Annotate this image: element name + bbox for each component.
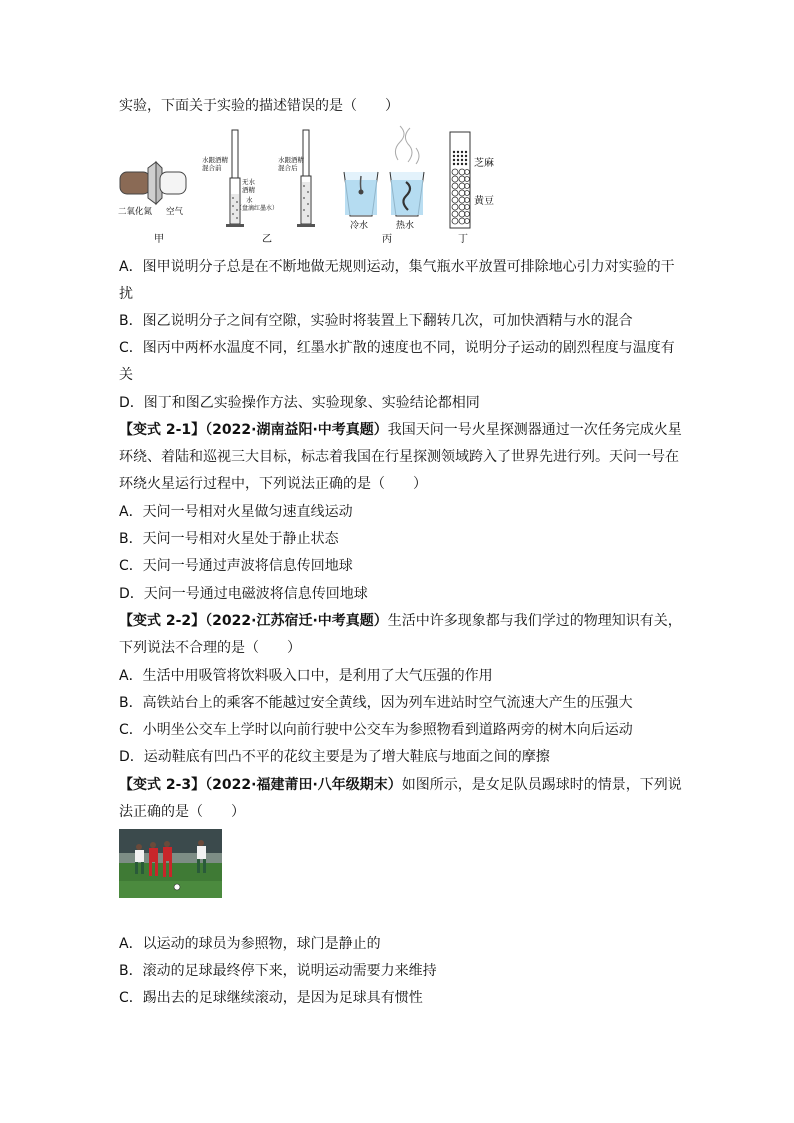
question-stem: 环绕火星运行过程中，下列说法正确的是（ ） bbox=[119, 476, 427, 492]
option-c: C．小明坐公交车上学时以向前行驶中公交车为参照物看到道路两旁的树木向后运动 bbox=[119, 722, 633, 738]
question-stem: 如图所示，是女足队员踢球时的情景，下列说 bbox=[401, 777, 682, 793]
question-tag: 【变式 2-2】 bbox=[119, 613, 206, 629]
question-tag: 【变式 2-3】 bbox=[119, 777, 206, 793]
jia-caption: 甲 bbox=[154, 234, 164, 245]
yi-alcohol-label-2: 酒精 bbox=[242, 186, 255, 194]
yi-before-label-2: 混合前 bbox=[202, 164, 222, 172]
question-source: （2022·江苏宿迁·中考真题） bbox=[205, 613, 388, 629]
option-c-cont: 关 bbox=[119, 367, 133, 383]
option-a: A．图甲说明分子总是在不断地做无规则运动，集气瓶水平放置可排除地心引力对实验的干 bbox=[119, 259, 675, 275]
yi-caption: 乙 bbox=[262, 234, 272, 245]
option-b: B．高铁站台上的乘客不能越过安全黄线，因为列车进站时空气流速大产生的压强大 bbox=[119, 695, 633, 711]
yi-water-note: （盘滴红墨水） bbox=[236, 205, 279, 212]
question-stem: 实验，下面关于实验的描述错误的是（ ） bbox=[119, 98, 399, 114]
question-source: （2022·湖南益阳·中考真题） bbox=[205, 422, 388, 438]
question-stem: 环绕、着陆和巡视三大目标，标志着我国在行星探测领域跨入了世界先进行列。天问一号在 bbox=[119, 449, 679, 465]
ding-top-label: 芝麻 bbox=[474, 158, 494, 169]
question-3-header bbox=[119, 612, 682, 630]
question-source: （2022·福建莆田·八年级期末） bbox=[205, 777, 402, 793]
yi-before-label-1: 水跟酒精 bbox=[202, 156, 228, 164]
option-b: B．天问一号相对火星处于静止状态 bbox=[119, 531, 339, 547]
question-4-header bbox=[119, 776, 682, 794]
question-stem: 法正确的是（ ） bbox=[119, 804, 245, 820]
option-d: D．天问一号通过电磁波将信息传回地球 bbox=[119, 586, 368, 602]
jia-left-label: 二氧化氮 bbox=[118, 207, 153, 217]
yi-after-label-1: 水跟酒精 bbox=[278, 156, 304, 164]
option-b: B．图乙说明分子之间有空隙，实验时将装置上下翻转几次，可加快酒精与水的混合 bbox=[119, 313, 633, 329]
bing-cold-label: 冷水 bbox=[350, 221, 369, 231]
option-a: A．以运动的球员为参照物，球门是静止的 bbox=[119, 936, 381, 952]
soccer-photo bbox=[119, 829, 222, 898]
experiment-figure bbox=[118, 124, 508, 248]
yi-alcohol-label-1: 无水 bbox=[242, 178, 255, 186]
option-a: A．生活中用吸管将饮料吸入口中，是利用了大气压强的作用 bbox=[119, 668, 493, 684]
question-stem: 我国天问一号火星探测器通过一次任务完成火星 bbox=[387, 422, 682, 438]
figure-ding bbox=[450, 132, 494, 245]
option-a: A．天问一号相对火星做匀速直线运动 bbox=[119, 504, 353, 520]
option-c: C．天问一号通过声波将信息传回地球 bbox=[119, 558, 353, 574]
figure-yi bbox=[202, 130, 315, 245]
figure-jia bbox=[118, 162, 186, 245]
option-a-cont: 扰 bbox=[119, 286, 133, 302]
option-d: D．运动鞋底有凹凸不平的花纹主要是为了增大鞋底与地面之间的摩擦 bbox=[119, 749, 550, 765]
figure-bing bbox=[344, 126, 424, 245]
question-stem: 下列说法不合理的是（ ） bbox=[119, 640, 301, 656]
question-2-header bbox=[119, 421, 682, 439]
question-tag: 【变式 2-1】 bbox=[119, 422, 206, 438]
ding-caption: 丁 bbox=[458, 234, 468, 245]
bing-hot-label: 热水 bbox=[396, 221, 415, 231]
jia-right-label: 空气 bbox=[166, 207, 184, 217]
option-c: C．图丙中两杯水温度不同，红墨水扩散的速度也不同，说明分子运动的剧烈程度与温度有 bbox=[119, 340, 675, 356]
option-b: B．滚动的足球最终停下来，说明运动需要力来维持 bbox=[119, 963, 437, 979]
yi-after-label-2: 混合后 bbox=[278, 164, 298, 172]
question-stem: 生活中许多现象都与我们学过的物理知识有关， bbox=[387, 613, 682, 629]
option-c: C．踢出去的足球继续滚动，是因为足球具有惯性 bbox=[119, 990, 423, 1006]
option-d: D．图丁和图乙实验操作方法、实验现象、实验结论都相同 bbox=[119, 395, 480, 411]
bing-caption: 丙 bbox=[382, 234, 392, 245]
yi-water-label: 水 bbox=[246, 196, 253, 204]
ding-bottom-label: 黄豆 bbox=[474, 196, 494, 207]
